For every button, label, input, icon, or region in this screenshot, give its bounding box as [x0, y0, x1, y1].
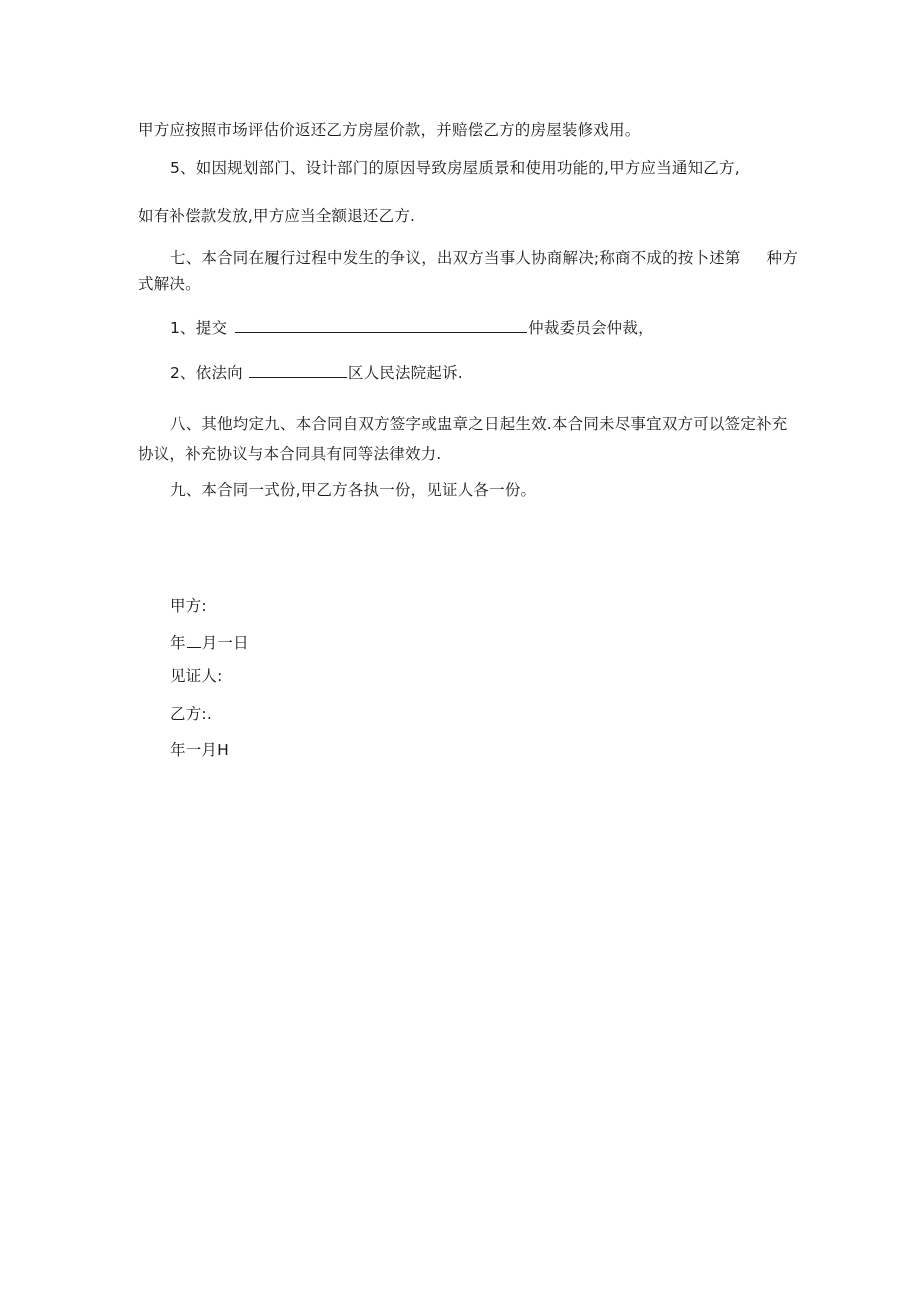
witness-signature-label: 见证人: [170, 667, 223, 685]
option-2-court [170, 362, 463, 383]
party-b-signature-label: 乙方:. [170, 705, 212, 723]
court-district-blank [249, 362, 347, 378]
clause-7-text-end: 种方 [766, 249, 799, 267]
clause-7-line-1 [170, 248, 798, 268]
party-a-signature-label: 甲方: [170, 597, 207, 615]
clause-9: 九、本合同一式份,甲乙方各执一份，见证人各一份。 [170, 481, 537, 499]
clause-7-line-2: 式解决。 [138, 275, 201, 293]
party-b-date: 年一月H [170, 741, 229, 759]
clause-7-text: 七、本合同在履行过程中发生的争议，出双方当事人协商解决;称商不成的按卜述第 [170, 249, 741, 267]
option-1-suffix: 仲裁委员会仲裁， [528, 319, 654, 337]
clause-8-line-2: 协议，补充协议与本合同具有同等法律效力. [138, 445, 442, 463]
party-a-date [170, 632, 249, 653]
clause-5-line-1: 5、如因规划部门、设计部门的原因导致房屋质景和使用功能的,甲方应当通知乙方, [170, 159, 740, 177]
party-a-date-prefix: 年 [170, 634, 186, 652]
option-1-prefix: 1、提交 [170, 319, 228, 337]
option-2-suffix: 区人民法院起诉. [347, 364, 463, 382]
paragraph-refund-terms: 甲方应按照市场评估价返还乙方房屋价款，并赔偿乙方的房屋装修戏用。 [138, 121, 641, 139]
clause-8-line-1: 八、其他均定九、本合同自双方签字或盅章之日起生效.本合同未尽事宜双方可以签定补充 [170, 415, 788, 433]
option-2-prefix: 2、依法向 [170, 364, 243, 382]
arbitration-committee-blank [235, 317, 527, 333]
party-a-date-suffix: 月一日 [201, 634, 249, 652]
clause-5-line-2: 如有补偿款发放,甲方应当全额退还乙方. [138, 207, 416, 225]
party-a-month-blank [187, 632, 201, 648]
option-1-arbitration [170, 317, 654, 338]
